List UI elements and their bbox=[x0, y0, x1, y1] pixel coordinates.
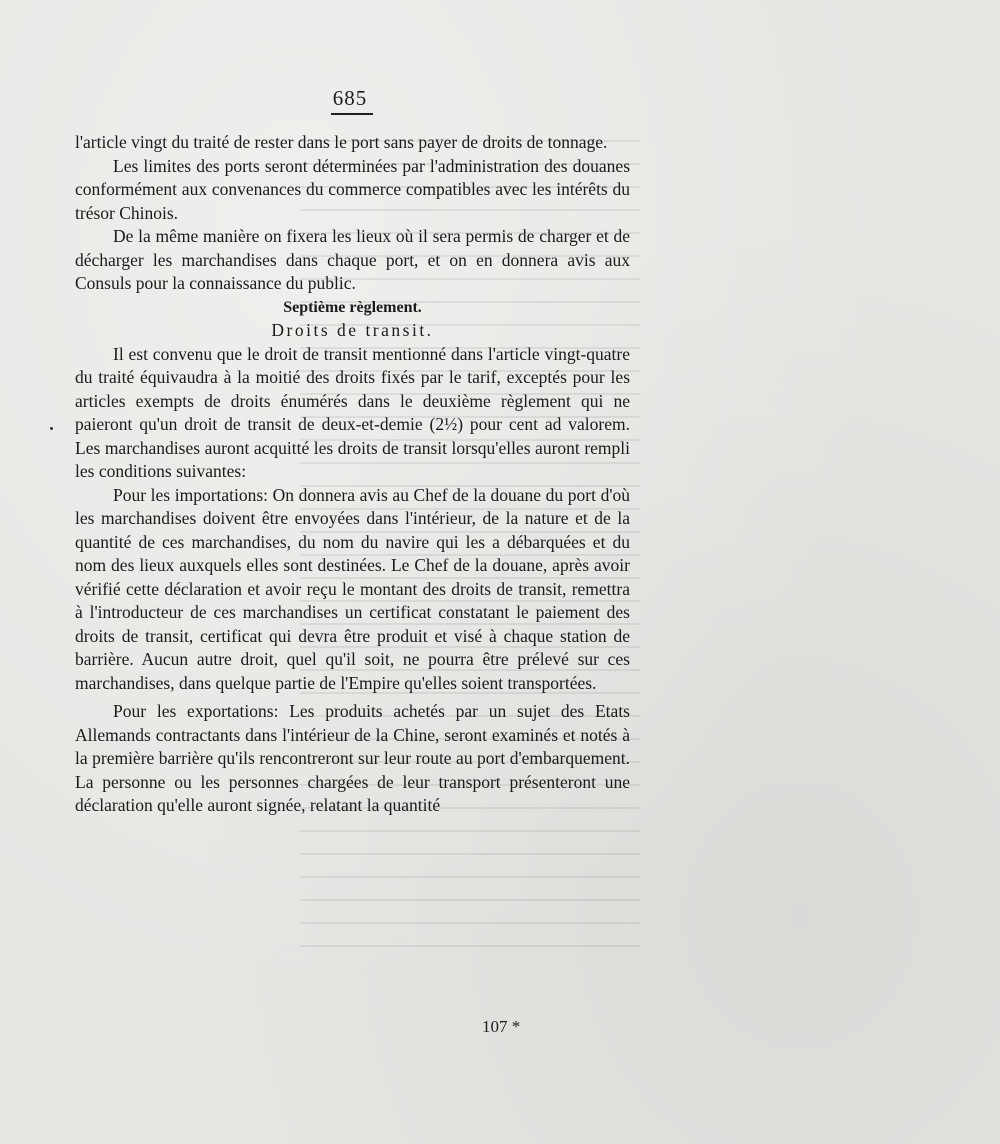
page-number-underline bbox=[331, 113, 373, 115]
page-number: 685 bbox=[332, 86, 368, 110]
paragraph: Les limites des ports seront déterminées par l'administration des douanes conformément aux convenances du commerce compatibles avec les intérêts du trésor Chinois. bbox=[75, 155, 630, 223]
paragraph: De la même manière on fixera les lieux où il sera permis de charger et de décharger les marchandises dans chaque port, et on en donnera avis aux Consuls pour la connaissance du public. bbox=[75, 226, 630, 293]
section-title: Septième règlement. bbox=[283, 298, 422, 316]
section-subtitle: Droits de transit. bbox=[271, 320, 434, 340]
paragraph: Il est convenu que le droit de transit mentionné dans l'article vingt-quatre du traité équivaudra à la moitié des droits fixés par le tarif, exceptés pour les articles exempts de droits énumérés dans le deuxième règlement qui ne paieront qu'un droit de transit de deux-et-demie (2½) pour cent ad valorem. Les marchandises auront acquitté les droits de transit lorsqu'elles auront rempli les conditions suivantes: bbox=[75, 343, 630, 481]
body-text bbox=[75, 131, 630, 818]
margin-mark bbox=[50, 427, 53, 430]
paragraph: Pour les importations: On donnera avis au Chef de la douane du port d'où les marchandises doivent être envoyées dans l'intérieur, de la nature et de la quantité de ces marchandises, du nom du navire qui les a débarquées et du nom des lieux auxquels elles sont destinées. Le Chef de la douane, après avoir vérifié cette déclaration et avoir reçu le montant des droits de transit, remettra à l'introducteur de ces marchandises un certificat constatant le paiement des droits de transit, certificat qui devra être produit et visé à chaque station de barrière. Aucun autre droit, quel qu'il soit, ne pourra être prélevé sur ces marchandises, dans quelque partie de l'Empire qu'elles soient transportées. bbox=[75, 484, 630, 693]
signature-mark: 107 * bbox=[482, 1017, 521, 1036]
paragraph: l'article vingt du traité de rester dans le port sans payer de droits de tonnage. bbox=[75, 132, 608, 152]
paragraph: Pour les exportations: Les produits achetés par un sujet des Etats Allemands contractants dans l'intérieur de la Chine, seront examinés et notés à la première barrière qu'ils rencontreront sur leur route au port d'embarquement. La personne ou les personnes chargées de leur transport présenteront une déclaration qu'elle auront signée, relatant la quantité bbox=[75, 701, 630, 815]
